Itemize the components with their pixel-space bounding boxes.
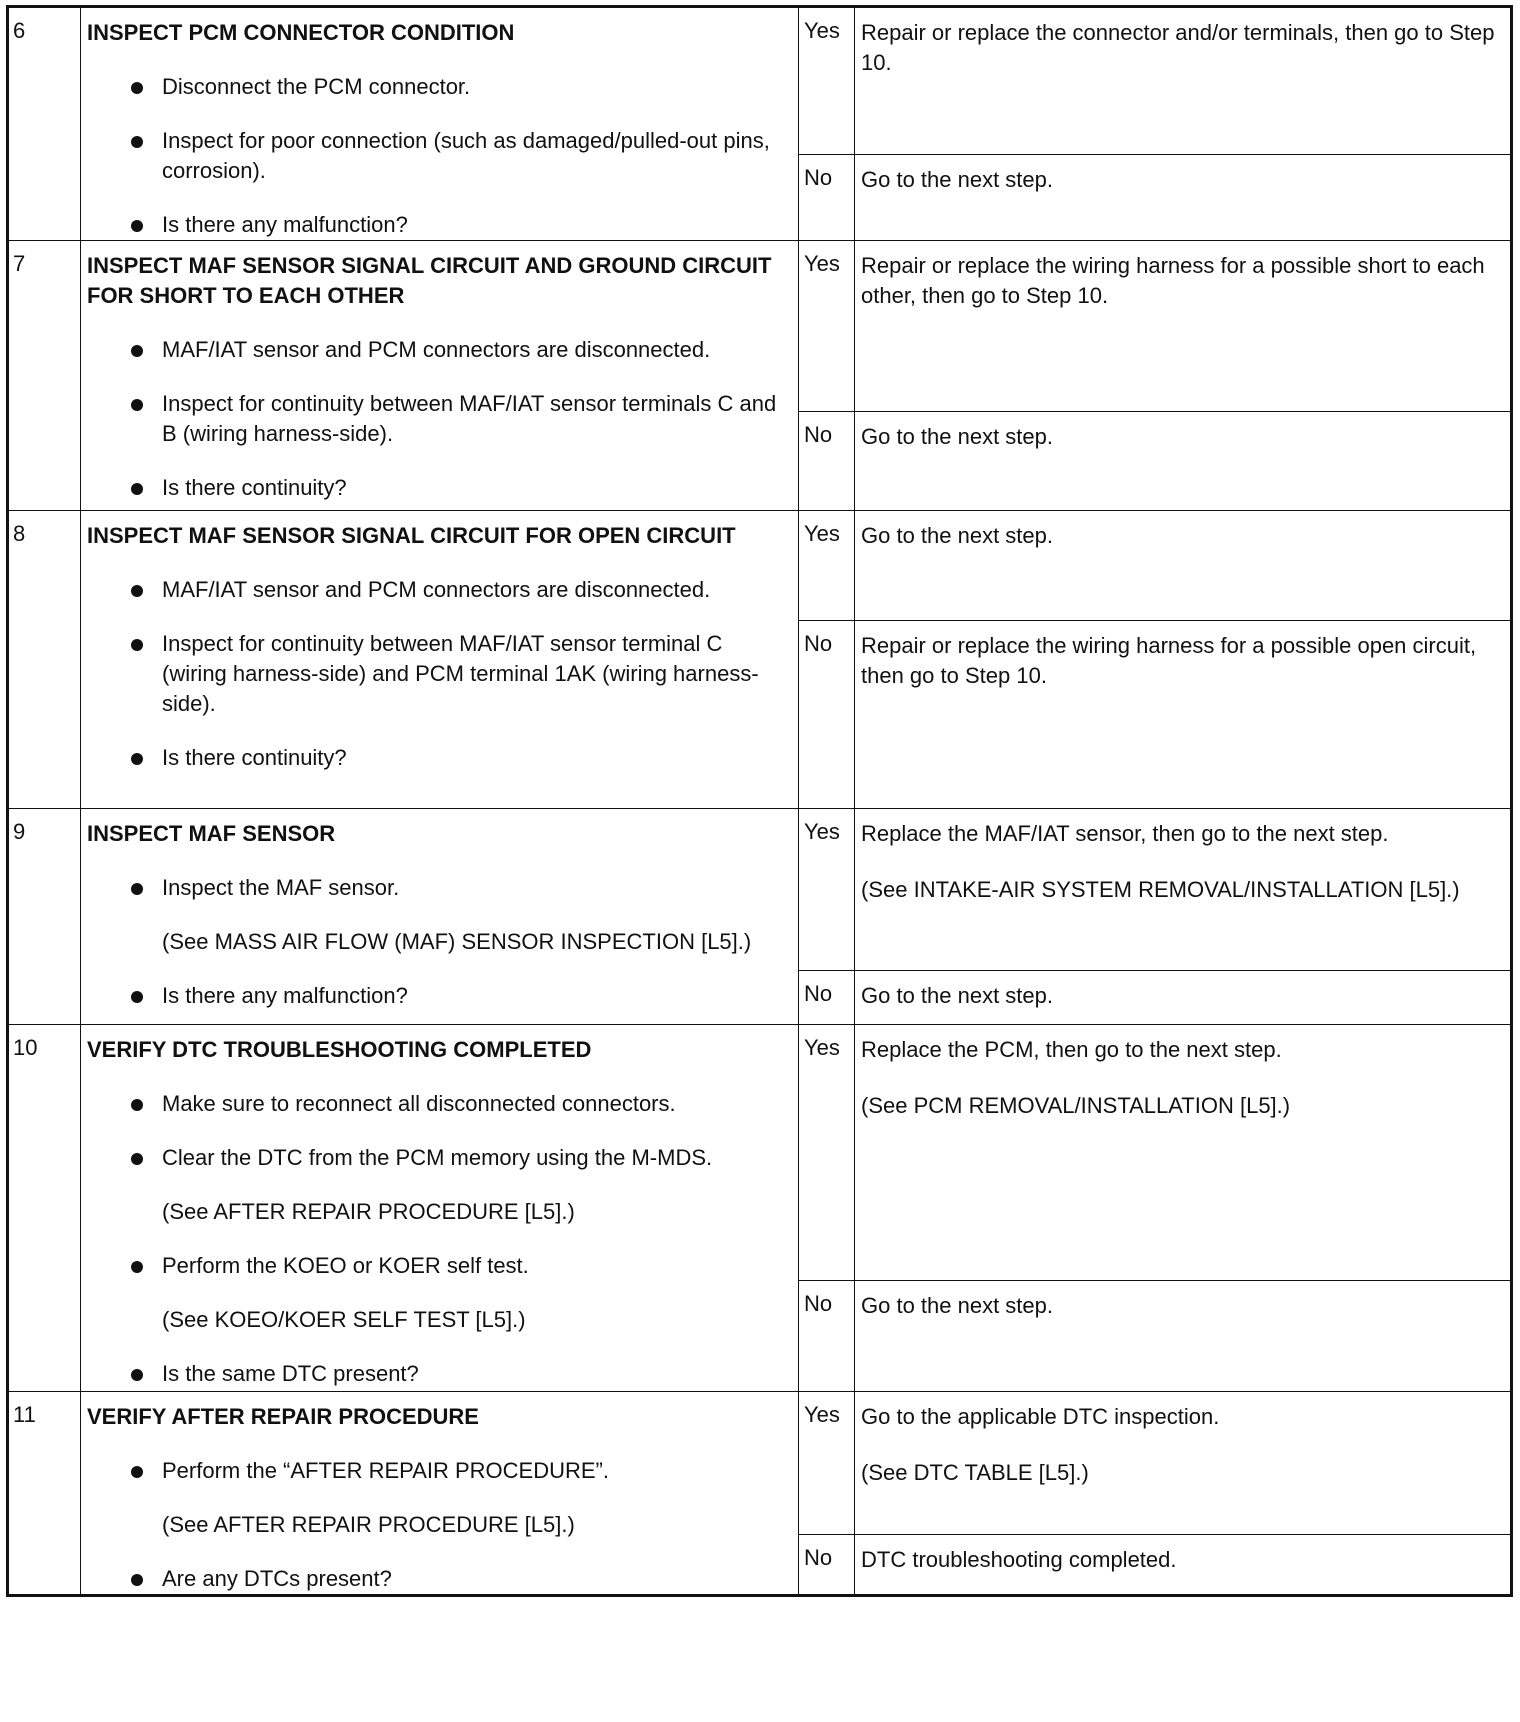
action-text: (See INTAKE-AIR SYSTEM REMOVAL/INSTALLATION [L5].): [861, 877, 1460, 902]
step-row: [8, 7, 1512, 155]
no-action: [855, 1535, 1512, 1596]
no-action: [855, 1281, 1512, 1392]
yes-action: [855, 511, 1512, 621]
action-text: Go to the next step.: [861, 523, 1054, 548]
no-label: No: [799, 621, 855, 809]
instruction-item: Are any DTCs present?: [87, 1564, 790, 1594]
instruction-item: Is there any malfunction?: [87, 210, 790, 240]
step-instructions: [87, 1456, 790, 1594]
action-text: (See DTC TABLE [L5].): [861, 1460, 1089, 1485]
step-procedure: [81, 241, 799, 511]
instruction-item: MAF/IAT sensor and PCM connectors are disconnected.: [87, 335, 790, 365]
no-label: No: [799, 1535, 855, 1596]
reference-note: (See AFTER REPAIR PROCEDURE [L5].): [162, 1199, 575, 1224]
step-number: 8: [8, 511, 81, 809]
action-text: Replace the MAF/IAT sensor, then go to the next step.: [861, 821, 1389, 846]
step-row: [8, 511, 1512, 621]
instruction-item: Inspect for continuity between MAF/IAT sensor terminal C (wiring harness-side) and PCM terminal 1AK (wiring harness-side).: [87, 629, 790, 719]
step-title: INSPECT MAF SENSOR SIGNAL CIRCUIT FOR OPEN CIRCUIT: [87, 523, 736, 548]
step-number: 7: [8, 241, 81, 511]
step-row: [8, 241, 1512, 412]
step-number: 9: [8, 809, 81, 1025]
yes-label: Yes: [799, 1025, 855, 1281]
action-text: Go to the next step.: [861, 983, 1054, 1008]
yes-label: Yes: [799, 1392, 855, 1535]
step-row: [8, 809, 1512, 971]
instruction-item: Clear the DTC from the PCM memory using the M-MDS.: [87, 1143, 790, 1173]
instruction-item: Perform the “AFTER REPAIR PROCEDURE”.: [87, 1456, 790, 1486]
instruction-item: Disconnect the PCM connector.: [87, 72, 790, 102]
step-title: INSPECT MAF SENSOR: [87, 821, 336, 846]
yes-action: [855, 241, 1512, 412]
step-row: [8, 1025, 1512, 1281]
step-procedure: [81, 1392, 799, 1596]
step-title: INSPECT PCM CONNECTOR CONDITION: [87, 20, 515, 45]
action-text: DTC troubleshooting completed.: [861, 1547, 1177, 1573]
reference-note: (See AFTER REPAIR PROCEDURE [L5].): [162, 1512, 575, 1537]
instruction-item: MAF/IAT sensor and PCM connectors are disconnected.: [87, 575, 790, 605]
action-text: Go to the applicable DTC inspection.: [861, 1404, 1220, 1429]
reference-note: (See KOEO/KOER SELF TEST [L5].): [162, 1307, 526, 1332]
step-instructions: [87, 873, 790, 1011]
action-text: Repair or replace the wiring harness for a possible short to each other, then go to Step 10.: [861, 253, 1485, 308]
step-number: 10: [8, 1025, 81, 1392]
step-procedure: [81, 7, 799, 241]
yes-action: [855, 1392, 1512, 1535]
step-instructions: [87, 1089, 790, 1389]
instruction-item: Inspect for continuity between MAF/IAT sensor terminals C and B (wiring harness-side).: [87, 389, 790, 449]
step-instructions: [87, 72, 790, 240]
action-text: Go to the next step.: [861, 167, 1054, 193]
yes-action: [855, 1025, 1512, 1281]
action-text: Repair or replace the connector and/or terminals, then go to Step 10.: [861, 20, 1495, 75]
instruction-item: Is there continuity?: [87, 743, 790, 773]
step-instructions: [87, 335, 790, 503]
yes-label: Yes: [799, 511, 855, 621]
step-procedure: [81, 1025, 799, 1392]
instruction-item: Perform the KOEO or KOER self test.: [87, 1251, 790, 1281]
step-row: [8, 1392, 1512, 1535]
step-procedure: [81, 511, 799, 809]
table-body: [8, 7, 1512, 1596]
diagnostic-procedure-table: [6, 5, 1513, 1597]
no-label: No: [799, 155, 855, 241]
instruction-item: Is there continuity?: [87, 473, 790, 503]
step-title: VERIFY DTC TROUBLESHOOTING COMPLETED: [87, 1037, 592, 1062]
no-label: No: [799, 1281, 855, 1392]
action-text: Go to the next step.: [861, 424, 1054, 449]
step-title: INSPECT MAF SENSOR SIGNAL CIRCUIT AND GROUND CIRCUIT FOR SHORT TO EACH OTHER: [87, 253, 772, 308]
no-action: [855, 621, 1512, 809]
reference-note: (See MASS AIR FLOW (MAF) SENSOR INSPECTION [L5].): [162, 929, 752, 954]
yes-action: [855, 7, 1512, 155]
action-text: Go to the next step.: [861, 1293, 1054, 1318]
yes-label: Yes: [799, 241, 855, 412]
action-text: (See PCM REMOVAL/INSTALLATION [L5].): [861, 1093, 1291, 1118]
yes-label: Yes: [799, 809, 855, 971]
action-text: Repair or replace the wiring harness for a possible open circuit, then go to Step 10.: [861, 633, 1477, 688]
step-number: 6: [8, 7, 81, 241]
no-action: [855, 412, 1512, 511]
instruction-item: Is the same DTC present?: [87, 1359, 790, 1389]
step-title: VERIFY AFTER REPAIR PROCEDURE: [87, 1404, 479, 1429]
no-label: No: [799, 412, 855, 511]
yes-action: [855, 809, 1512, 971]
no-action: [855, 971, 1512, 1025]
instruction-item: Inspect the MAF sensor.: [87, 873, 790, 903]
step-instructions: [87, 575, 790, 773]
yes-label: Yes: [799, 7, 855, 155]
instruction-item: Make sure to reconnect all disconnected connectors.: [87, 1089, 790, 1119]
instruction-item: Inspect for poor connection (such as damaged/pulled-out pins, corrosion).: [87, 126, 790, 186]
step-procedure: [81, 809, 799, 1025]
action-text: Replace the PCM, then go to the next step.: [861, 1037, 1282, 1062]
instruction-item: Is there any malfunction?: [87, 981, 790, 1011]
step-number: 11: [8, 1392, 81, 1596]
no-action: [855, 155, 1512, 241]
no-label: No: [799, 971, 855, 1025]
